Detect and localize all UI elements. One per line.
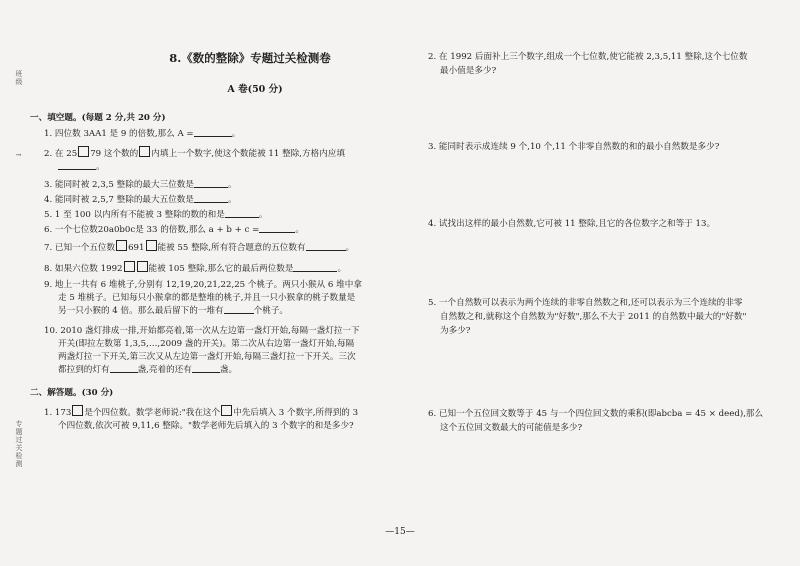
- digit-box[interactable]: [139, 146, 150, 157]
- fill-question-1: 1. 四位数 3AA1 是 9 的倍数,那么 A = 。: [44, 129, 241, 139]
- fill-question-3: 3. 能同时被 2,3,5 整除的最大三位数是 。: [44, 180, 237, 190]
- page-number: —15—: [385, 527, 415, 537]
- digit-box[interactable]: [78, 146, 89, 157]
- fill-question-2: 2. 在 25 79 这个数的 内填上一个数字,使这个数能被 11 整除,方格内应填 。: [44, 146, 345, 174]
- solve-question-3: 3. 能同时表示成连续 9 个,10 个,11 个非零自然数的和的最小自然数是多少?: [428, 142, 720, 152]
- digit-box[interactable]: [137, 261, 148, 272]
- margin-class-label: 班级: [15, 70, 23, 86]
- digit-box[interactable]: [146, 240, 157, 251]
- answer-blank[interactable]: [194, 187, 228, 188]
- margin-arrow: ↑: [14, 152, 22, 159]
- section2-heading: 二、解答题。(30 分): [30, 388, 114, 398]
- answer-blank[interactable]: [110, 372, 138, 373]
- answer-blank[interactable]: [224, 313, 254, 314]
- fill-question-9: 9. 地上一共有 6 堆桃子,分别有 12,19,20,21,22,25 个桃子。两只小猴从 6 堆中拿 走 5 堆桃子。已知每只小猴拿的都是整堆的桃子,并且一只小猴拿的桃子数量是 另一只小猴的 4 倍。那么最后留下的一堆有 个桃子。: [44, 280, 362, 316]
- digit-box[interactable]: [116, 240, 127, 251]
- answer-blank[interactable]: [259, 232, 295, 233]
- digit-box[interactable]: [221, 405, 232, 416]
- fill-question-6: 6. 一个七位数20a0b0c是 33 的倍数,那么 a + b + c = 。: [44, 225, 304, 235]
- answer-blank[interactable]: [225, 217, 259, 218]
- solve-question-1: 1. 173 是个四位数。数学老师说:"我在这个 中先后填入 3 个数字,所得到的 3 个四位数,依次可被 9,11,6 整除。"数学老师先后填入的 3 个数字的和是多少?: [44, 405, 358, 433]
- solve-question-6: 6. 已知一个五位回文数等于 45 与一个四位回文数的乘积(即abcba = 45 × deed),那么 这个五位回文数最大的可能值是多少?: [428, 409, 764, 433]
- solve-question-5: 5. 一个自然数可以表示为两个连续的非零自然数之和,还可以表示为三个连续的非零 自然数之和,就称这个自然数为"好数",那么不大于 2011 的自然数中最大的"好数" 为多少?: [428, 298, 747, 336]
- answer-blank[interactable]: [306, 250, 346, 251]
- fill-question-5: 5. 1 至 100 以内所有不能被 3 整除的数的和是 。: [44, 210, 268, 220]
- answer-blank[interactable]: [293, 271, 337, 272]
- fill-question-8: 8. 如果六位数 1992 能被 105 整除,那么它的最后两位数是 。: [44, 261, 346, 276]
- section1-heading: 一、填空题。(每题 2 分,共 20 分): [30, 113, 166, 123]
- fill-question-7: 7. 已知一个五位数 691 能被 55 整除,所有符合题意的五位数有 。: [44, 240, 354, 255]
- solve-question-4: 4. 试找出这样的最小自然数,它可被 11 整除,且它的各位数字之和等于 13。: [428, 219, 716, 229]
- digit-box[interactable]: [72, 405, 83, 416]
- answer-blank[interactable]: [192, 372, 220, 373]
- margin-footer-label: 专题过关检测: [15, 420, 23, 468]
- fill-question-10: 10. 2010 盏灯排成一排,开始都亮着,第一次从左边第一盏灯开始,每隔一盏灯拉一下 开关(即拉左数第 1,3,5,…,2009 盏的开关)。第二次从右边第一盏灯开始,每隔 两盏灯拉一下开关,第三次又从左边第一盏灯开始,每隔三盏灯拉一下开关。三次 都拉到的灯有 盏,亮着的还有 盏。: [44, 326, 360, 375]
- digit-box[interactable]: [124, 261, 135, 272]
- page-title: 8.《数的整除》专题过关检测卷: [169, 51, 331, 65]
- solve-question-2: 2. 在 1992 后面补上三个数字,组成一个七位数,使它能被 2,3,5,11 整除,这个七位数 最小值是多少?: [428, 52, 748, 76]
- answer-blank[interactable]: [194, 202, 228, 203]
- answer-blank[interactable]: [58, 169, 96, 170]
- answer-blank[interactable]: [194, 136, 232, 137]
- page-subtitle: A 卷(50 分): [227, 84, 283, 95]
- fill-question-4: 4. 能同时被 2,5,7 整除的最大五位数是 。: [44, 195, 237, 205]
